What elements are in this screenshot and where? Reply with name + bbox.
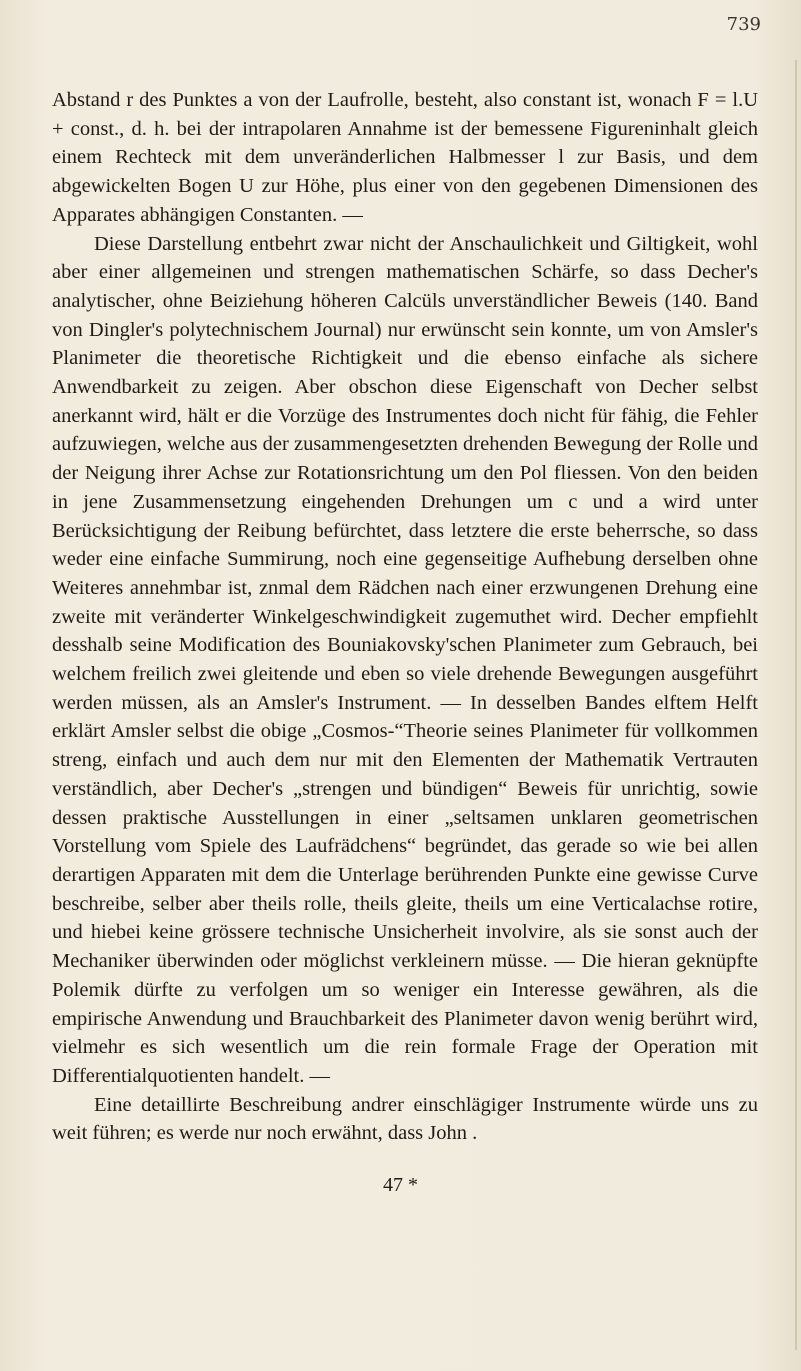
paragraph-2: Diese Darstellung entbehrt zwar nicht der Anschaulichkeit und Giltigkeit, wohl aber einer allgemeinen und strengen mathematischen Schärfe, so dass Decher's analytischer, ohne Beiziehung höheren Calcüls unverständlicher Beweis (140. Band von Dingler's polytechnischem Journal) nur erwünscht sein konnte, um von Amsler's Planimeter die theoretische Richtigkeit und die ebenso einfache als sichere Anwendbarkeit zu zeigen. Aber obschon diese Eigenschaft von Decher selbst anerkannt wird, hält er die Vorzüge des Instrumentes doch nicht für fähig, die Fehler aufzuwiegen, welche aus der zusammengesetzten drehenden Bewegung der Rolle und der Neigung ihrer Achse zur Rotationsrichtung um den Pol fliessen. Von den beiden in jene Zusammensetzung eingehenden Drehungen um c und a wird unter Berücksichtigung der Reibung befürchtet, dass letztere die erste beherrsche, so dass weder eine einfache Summirung, noch eine gegenseitige Aufhebung derselben ohne Weiteres annehmbar ist, znmal dem Rädchen nach einer erzwungenen Drehung eine zweite mit veränderter Winkelgeschwindigkeit zugemuthet wird. Decher empfiehlt desshalb seine Modification des Bouniakovsky'schen Planimeter zum Gebrauch, bei welchem freilich zwei gleitende und eben so viele drehende Bewegungen ausgeführt werden müssen, als an Amsler's Instrument. — In desselben Bandes elftem Helft erklärt Amsler selbst die obige „Cosmos-“Theorie seines Planimeter für vollkommen streng, einfach und auch dem nur mit den Elementen der Mathematik Vertrauten verständlich, aber Decher's „strengen und bündigen“ Beweis für unrichtig, sowie dessen praktische Ausstellungen in einer „seltsamen unklaren geometrischen Vorstellung vom Spiele des Laufrädchens“ begründet, das gerade so wie bei allen derartigen Apparaten mit dem die Unterlage berührenden Punkte eine gewisse Curve beschreibe, selber aber theils rolle, theils gleite, theils um eine Verticalachse rotire, und hiebei keine grössere technische Unsicherheit involvire, als sie sonst auch der Mechaniker überwinden oder möglichst verkleinern müsse. — Die hieran geknüpfte Polemik dürfte zu verfolgen um so weniger ein Interesse gewähren, als die empirische Anwendung und Brauchbarkeit des Planimeter davon wenig berührt wird, vielmehr es sich wesentlich um die rein formale Frage der Operation mit Differentialquotienten handelt. —: [52, 232, 758, 1087]
body-text: [52, 86, 758, 1148]
paragraph-1: Abstand r des Punktes a von der Laufrolle, besteht, also constant ist, wonach F = l.U + const., d. h. bei der intrapolaren Annahme ist der bemessene Figureninhalt gleich einem Rechteck mit dem unveränderlichen Halbmesser l zur Basis, und dem abgewickelten Bogen U zur Höhe, plus einer von den gegebenen Dimensionen des Apparates abhängigen Constanten. —: [52, 89, 758, 226]
signature-mark: 47 *: [383, 1174, 418, 1196]
paragraph-3: Eine detaillirte Beschreibung andrer einschlägiger Instrumente würde uns zu weit führen; es werde nur noch erwähnt, dass John .: [52, 1093, 758, 1145]
page-number: 739: [726, 14, 761, 35]
page-edge-shadow: [795, 60, 797, 1350]
